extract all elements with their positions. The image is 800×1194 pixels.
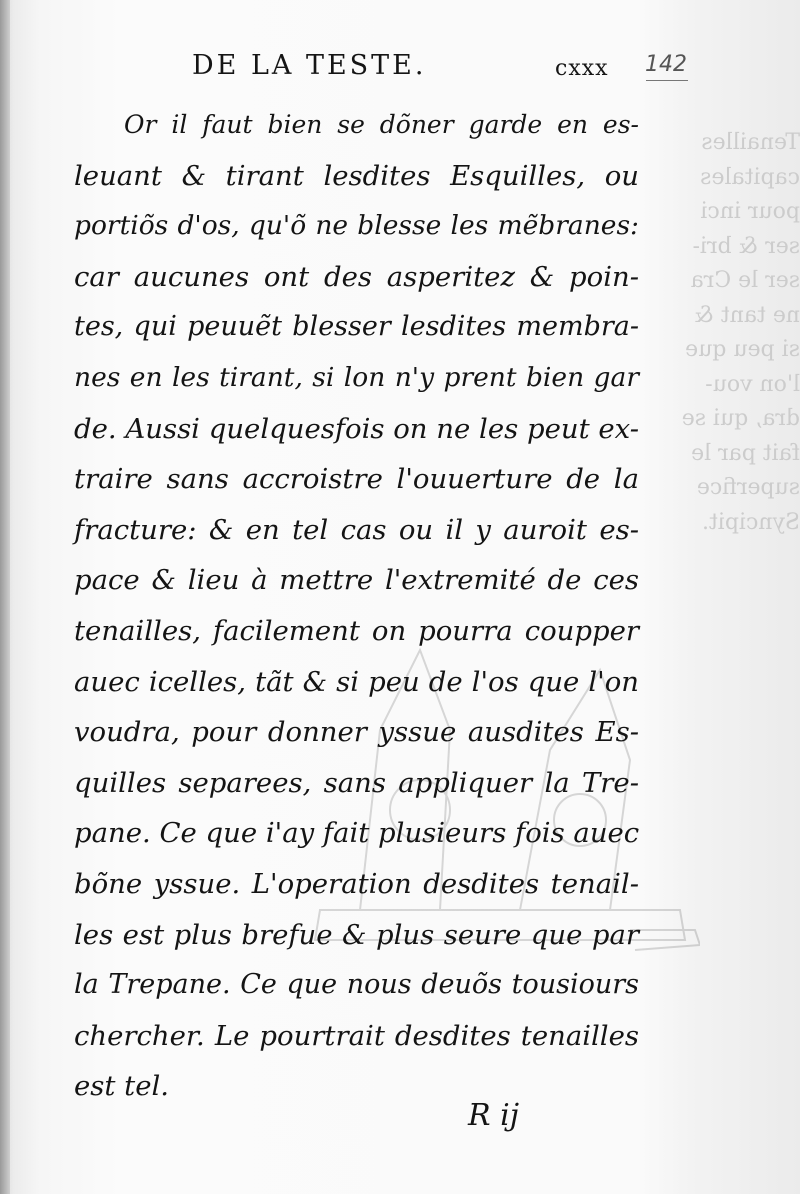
bleed-line: Syncipit. <box>702 509 800 535</box>
page-header <box>0 50 800 90</box>
text-line: chercher. Le pourtrait desdites tenailles <box>74 1019 639 1052</box>
bleed-line: capitales <box>700 164 800 190</box>
text-line: pace & lieu à mettre l'extremité de ces <box>74 564 639 597</box>
text-line: fracture: & en tel cas ou il y auroit es- <box>74 513 639 546</box>
text-line: portiõs d'os, qu'õ ne blesse les mẽbranes: <box>74 210 639 242</box>
bleed-line: dra, qui se <box>681 406 800 431</box>
text-line: leuant & tirant lesdites Esquilles, ou <box>74 159 639 192</box>
bleed-line: si peu que <box>685 337 800 362</box>
text-line: tenailles, facilement on pourra coupper <box>74 614 639 647</box>
text-line: est tel. <box>74 1070 170 1103</box>
signature-mark: R ij <box>468 1098 520 1133</box>
text-line: auec icelles, tãt & si peu de l'os que l'on <box>74 665 639 698</box>
text-line: les est plus brefue & plus seure que par <box>74 918 639 951</box>
text-block <box>74 100 639 1112</box>
running-title: DE LA TESTE. <box>192 50 427 81</box>
handwritten-underline <box>646 80 688 81</box>
text-line: tes, qui peuuẽt blesser lesdites membra- <box>74 311 639 343</box>
text-line: nes en les tirant, si lon n'y prent bien gar <box>74 361 639 393</box>
bleed-line: fait par le <box>691 440 800 466</box>
text-line: pane. Ce que i'ay fait plusieurs fois auec <box>74 817 640 850</box>
bleed-line: superfice <box>696 475 800 500</box>
text-line: de. Aussi quelquesfois on ne les peut ex- <box>74 412 639 445</box>
text-line: bõne yssue. L'operation desdites tenail- <box>74 867 639 900</box>
bleed-line: ne tant & <box>694 302 800 328</box>
text-line: traire sans accroistre l'ouuerture de la <box>74 463 639 496</box>
bleed-line: Tenailles <box>701 130 800 155</box>
bleed-line: ser le Cra <box>690 268 800 293</box>
text-line: quilles separees, sans appliquer la Tre- <box>74 766 639 799</box>
text-line: car aucunes ont des asperitez & poin- <box>74 260 639 293</box>
bleed-through-margin-note <box>676 126 800 540</box>
text-line: la Trepane. Ce que nous deuõs tousiours <box>74 969 639 1001</box>
text-line: voudra, pour donner yssue ausdites Es- <box>74 716 639 749</box>
bleed-line: ser & bri- <box>692 233 800 259</box>
folio-number: cxxx <box>555 56 609 81</box>
text-line: Or il faut bien se dõner garde en es- <box>124 110 639 139</box>
bleed-line: l'on vou- <box>705 371 800 397</box>
bleed-line: pour inci <box>700 199 800 224</box>
binding-gutter <box>0 0 10 1194</box>
handwritten-page-number: 142 <box>645 52 687 77</box>
